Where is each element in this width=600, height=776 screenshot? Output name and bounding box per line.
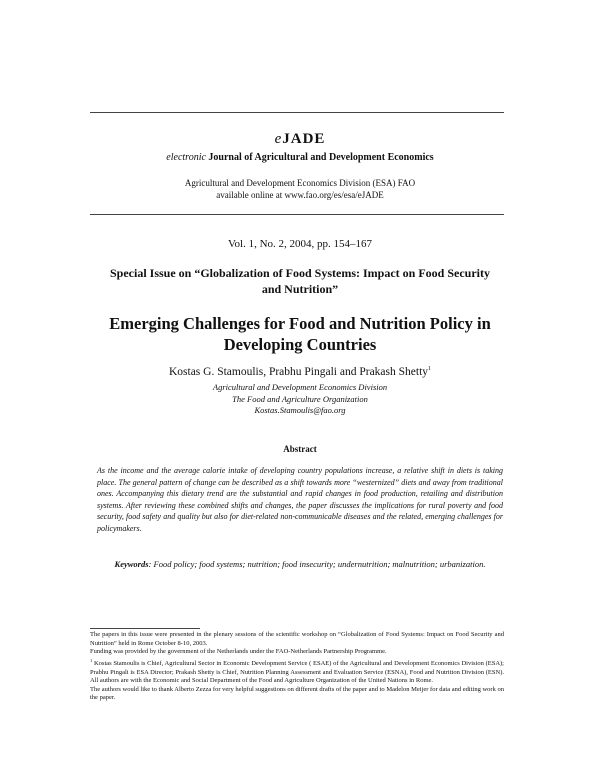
author-email: Kostas.Stamoulis@fao.org: [254, 405, 346, 415]
footnote-workshop: The papers in this issue were presented in the plenary sessions of the scientific workshop on “Globalization of Food Systems: Impact on Food Security and Nutrition” held in Rome October 8-10, 2003.: [90, 631, 504, 647]
footnote-funding: Funding was provided by the government of the Netherlands under the FAO-Netherlands Partnership Programme.: [90, 648, 387, 656]
affiliation-organization: The Food and Agriculture Organization: [232, 393, 368, 404]
division-info: [0, 177, 600, 201]
abstract-heading: Abstract: [283, 444, 317, 454]
affiliation: [0, 382, 600, 417]
keywords-label: Keywords: [114, 559, 149, 569]
footnote-acknowledgements: The authors would like to thank Alberto Zezza for very helpful suggestions on different drafts of the paper and to Madelon Meijer for data and editing work on the paper.: [90, 685, 504, 702]
division-name: Agricultural and Development Economics Division (ESA) FAO: [184, 178, 416, 188]
journal-subtitle: [0, 152, 600, 163]
footnote-authors: [90, 657, 504, 686]
authors-names: Kostas G. Stamoulis, Prabhu Pingali and Prakash Shetty: [168, 366, 429, 378]
footnote-mark: 1: [90, 657, 93, 663]
volume-line: Vol. 1, No. 2, 2004, pp. 154–167: [227, 238, 373, 250]
paper-title: Emerging Challenges for Food and Nutrition Policy in Developing Countries: [109, 314, 491, 354]
header-bottom-rule: [90, 214, 504, 215]
journal-subtitle-text: Journal of Agricultural and Development Economics: [208, 152, 434, 163]
special-issue-title: Special Issue on “Globalization of Food Systems: Impact on Food Security and Nutrition”: [109, 266, 490, 296]
footnote-authors-text: Kostas Stamoulis is Chief, Agricultural Sector in Economic Development Service ( ESAE) of the Agricultural and Development Economics Division (ESA); Prabhu Pingali is ESA Director; Prakash Shetty is Chief, Nutrition Planning Assessment and Evaluation Service (ESNA), Food and Nutrition Division (ESN). All authors are with the Economic and Social Department of the Food and Agriculture Organization of the United Nations in Rome.: [90, 659, 504, 685]
keywords: [110, 559, 490, 571]
authors: [0, 366, 600, 378]
footnote-rule: [90, 628, 200, 629]
journal-name: [0, 131, 600, 148]
affiliation-division: Agricultural and Development Economics Division: [212, 382, 388, 392]
journal-name-prefix: e: [274, 131, 283, 147]
top-rule: [90, 112, 504, 113]
availability-url: available online at www.fao.org/es/esa/eJADE: [216, 190, 384, 200]
footnotes: [90, 631, 504, 703]
author-footnote-mark: 1: [428, 366, 432, 373]
keywords-text: : Food policy; food systems; nutrition; food insecurity; undernutrition; malnutrition; urbanization.: [148, 559, 486, 569]
journal-name-main: JADE: [282, 131, 326, 147]
journal-subtitle-prefix: electronic: [166, 152, 206, 163]
abstract-text: As the income and the average calorie intake of developing country populations increase, a relative shift in diets is taking place. The general pattern of change can be described as a shift towards more “westernized” diets and away from traditional ones. Accompanying this dietary trend are the substantial and rapid changes in food production, retailing and distribution systems. After reviewing these combined shifts and changes, the paper discusses the implications for rural poverty and food security, food safety and quality but also for diet-related non-communicable diseases and the related, emerging challenges for policymakers.: [97, 466, 503, 533]
